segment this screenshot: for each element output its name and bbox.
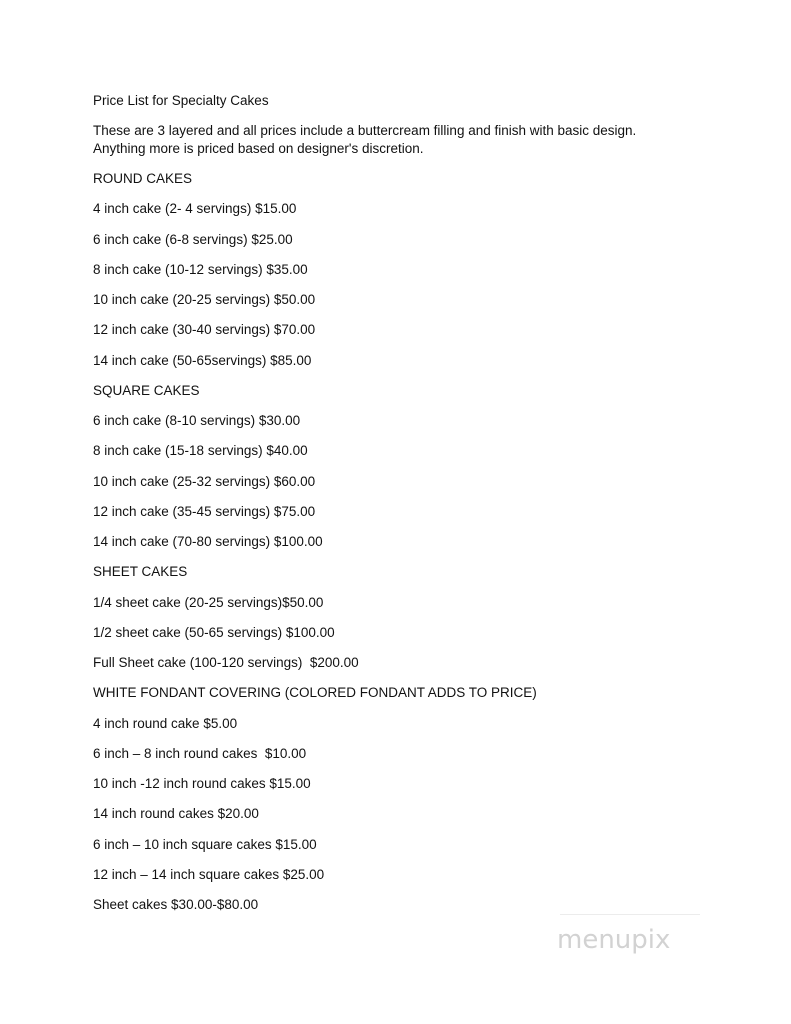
price-line: 1/2 sheet cake (50-65 servings) $100.00 (93, 624, 335, 640)
document-title: Price List for Specialty Cakes (93, 93, 269, 108)
price-line: 6 inch cake (8-10 servings) $30.00 (93, 413, 301, 428)
price-line: 4 inch cake (2- 4 servings) $15.00 (93, 201, 297, 217)
price-line: 6 inch – 10 inch square cakes $15.00 (93, 836, 317, 852)
price-line: 10 inch -12 inch round cakes $15.00 (93, 776, 311, 791)
price-line: 4 inch round cake $5.00 (93, 715, 238, 731)
price-line: 6 inch cake (6-8 servings) $25.00 (93, 231, 293, 247)
intro-paragraph: These are 3 layered and all prices include a buttercream filling and finish with basic design. Anything more is priced based on designer's discretion. (93, 123, 637, 156)
price-line: 12 inch – 14 inch square cakes $25.00 (93, 866, 325, 882)
watermark-logo: menupix (557, 925, 671, 955)
price-line: 6 inch – 8 inch round cakes $10.00 (93, 745, 307, 761)
price-line: 10 inch cake (25-32 servings) $60.00 (93, 473, 316, 489)
section-heading-fondant: WHITE FONDANT COVERING (COLORED FONDANT ADDS TO PRICE) (93, 685, 537, 701)
price-line: 10 inch cake (20-25 servings) $50.00 (93, 292, 316, 307)
price-list-document (93, 92, 693, 926)
price-line: 14 inch round cakes $20.00 (93, 806, 259, 822)
section-heading-square-cakes: SQUARE CAKES (93, 382, 200, 398)
price-line: 8 inch cake (10-12 servings) $35.00 (93, 261, 308, 277)
section-heading-round-cakes: ROUND CAKES (93, 171, 193, 186)
price-line: 1/4 sheet cake (20-25 servings)$50.00 (93, 594, 324, 610)
section-heading-sheet-cakes: SHEET CAKES (93, 564, 188, 580)
price-line: 12 inch cake (35-45 servings) $75.00 (93, 503, 316, 519)
price-line: 14 inch cake (50-65servings) $85.00 (93, 352, 312, 368)
watermark-divider (560, 914, 700, 915)
price-line: 14 inch cake (70-80 servings) $100.00 (93, 534, 323, 549)
price-line: 8 inch cake (15-18 servings) $40.00 (93, 443, 308, 459)
price-line: Sheet cakes $30.00-$80.00 (93, 897, 259, 912)
price-list (93, 170, 693, 914)
price-line: Full Sheet cake (100-120 servings) $200.00 (93, 655, 359, 670)
price-line: 12 inch cake (30-40 servings) $70.00 (93, 322, 316, 338)
